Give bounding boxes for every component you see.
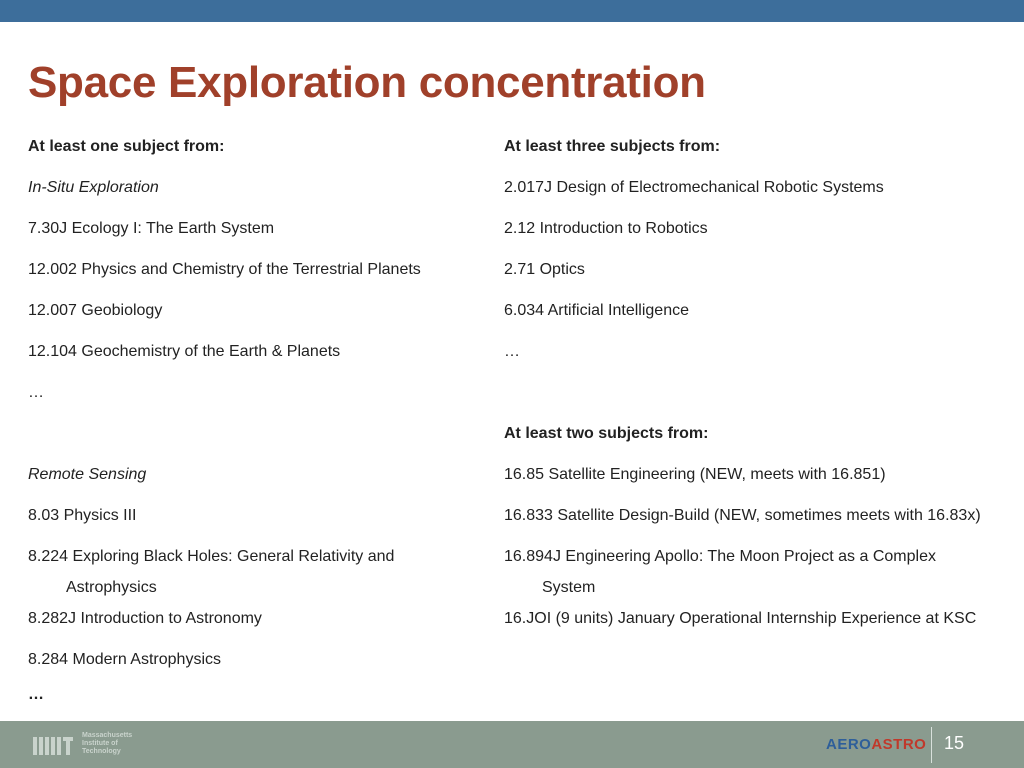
- list-item: 12.104 Geochemistry of the Earth & Planets: [28, 343, 341, 360]
- list-item: 8.03 Physics III: [28, 507, 137, 524]
- in-situ-group-label: In-Situ Exploration: [28, 179, 159, 196]
- list-item: 8.284 Modern Astrophysics: [28, 651, 221, 668]
- list-item: 2.017J Design of Electromechanical Robotic Systems: [504, 179, 884, 196]
- footer-bar: [0, 721, 1024, 768]
- footer-divider: [931, 727, 932, 763]
- institution-name: Massachusetts Institute of Technology: [82, 732, 133, 755]
- list-item: 12.002 Physics and Chemistry of the Terrestrial Planets: [28, 261, 421, 278]
- list-item-ellipsis: …: [504, 343, 520, 360]
- list-item: 16.894J Engineering Apollo: The Moon Project as a Complex System: [504, 548, 936, 596]
- slide-title: Space Exploration concentration: [28, 58, 706, 107]
- right-column: [504, 131, 984, 644]
- list-item-ellipsis: …: [28, 384, 44, 401]
- remote-sensing-group-label: Remote Sensing: [28, 466, 147, 483]
- list-item: 2.12 Introduction to Robotics: [504, 220, 708, 237]
- brand-aero: AERO: [826, 736, 872, 753]
- aeroastro-logo-icon: [826, 736, 926, 753]
- list-item: 16.833 Satellite Design-Build (NEW, sometimes meets with 16.83x): [504, 507, 981, 524]
- brand-astro: ASTRO: [871, 736, 927, 753]
- list-item: 2.71 Optics: [504, 261, 585, 278]
- list-item: 8.224 Exploring Black Holes: General Relativity and Astrophysics: [28, 548, 395, 596]
- list-item: 16.85 Satellite Engineering (NEW, meets with 16.851): [504, 466, 886, 483]
- top-accent-bar: [0, 0, 1024, 22]
- list-item: 7.30J Ecology I: The Earth System: [28, 220, 275, 237]
- list-item-ellipsis: …: [28, 686, 44, 703]
- spacer: [504, 377, 984, 418]
- list-item: 16.JOI (9 units) January Operational Internship Experience at KSC: [504, 610, 977, 627]
- mit-logo-icon: [33, 735, 75, 757]
- right-column-heading-three: At least three subjects from:: [504, 138, 721, 155]
- list-item: 8.282J Introduction to Astronomy: [28, 610, 262, 627]
- page-number: 15: [944, 733, 965, 753]
- list-item: 12.007 Geobiology: [28, 302, 163, 319]
- list-item: 6.034 Artificial Intelligence: [504, 302, 689, 319]
- left-column: [28, 131, 478, 705]
- left-column-heading: At least one subject from:: [28, 138, 225, 155]
- spacer: [28, 418, 478, 459]
- right-column-heading-two: At least two subjects from:: [504, 425, 709, 442]
